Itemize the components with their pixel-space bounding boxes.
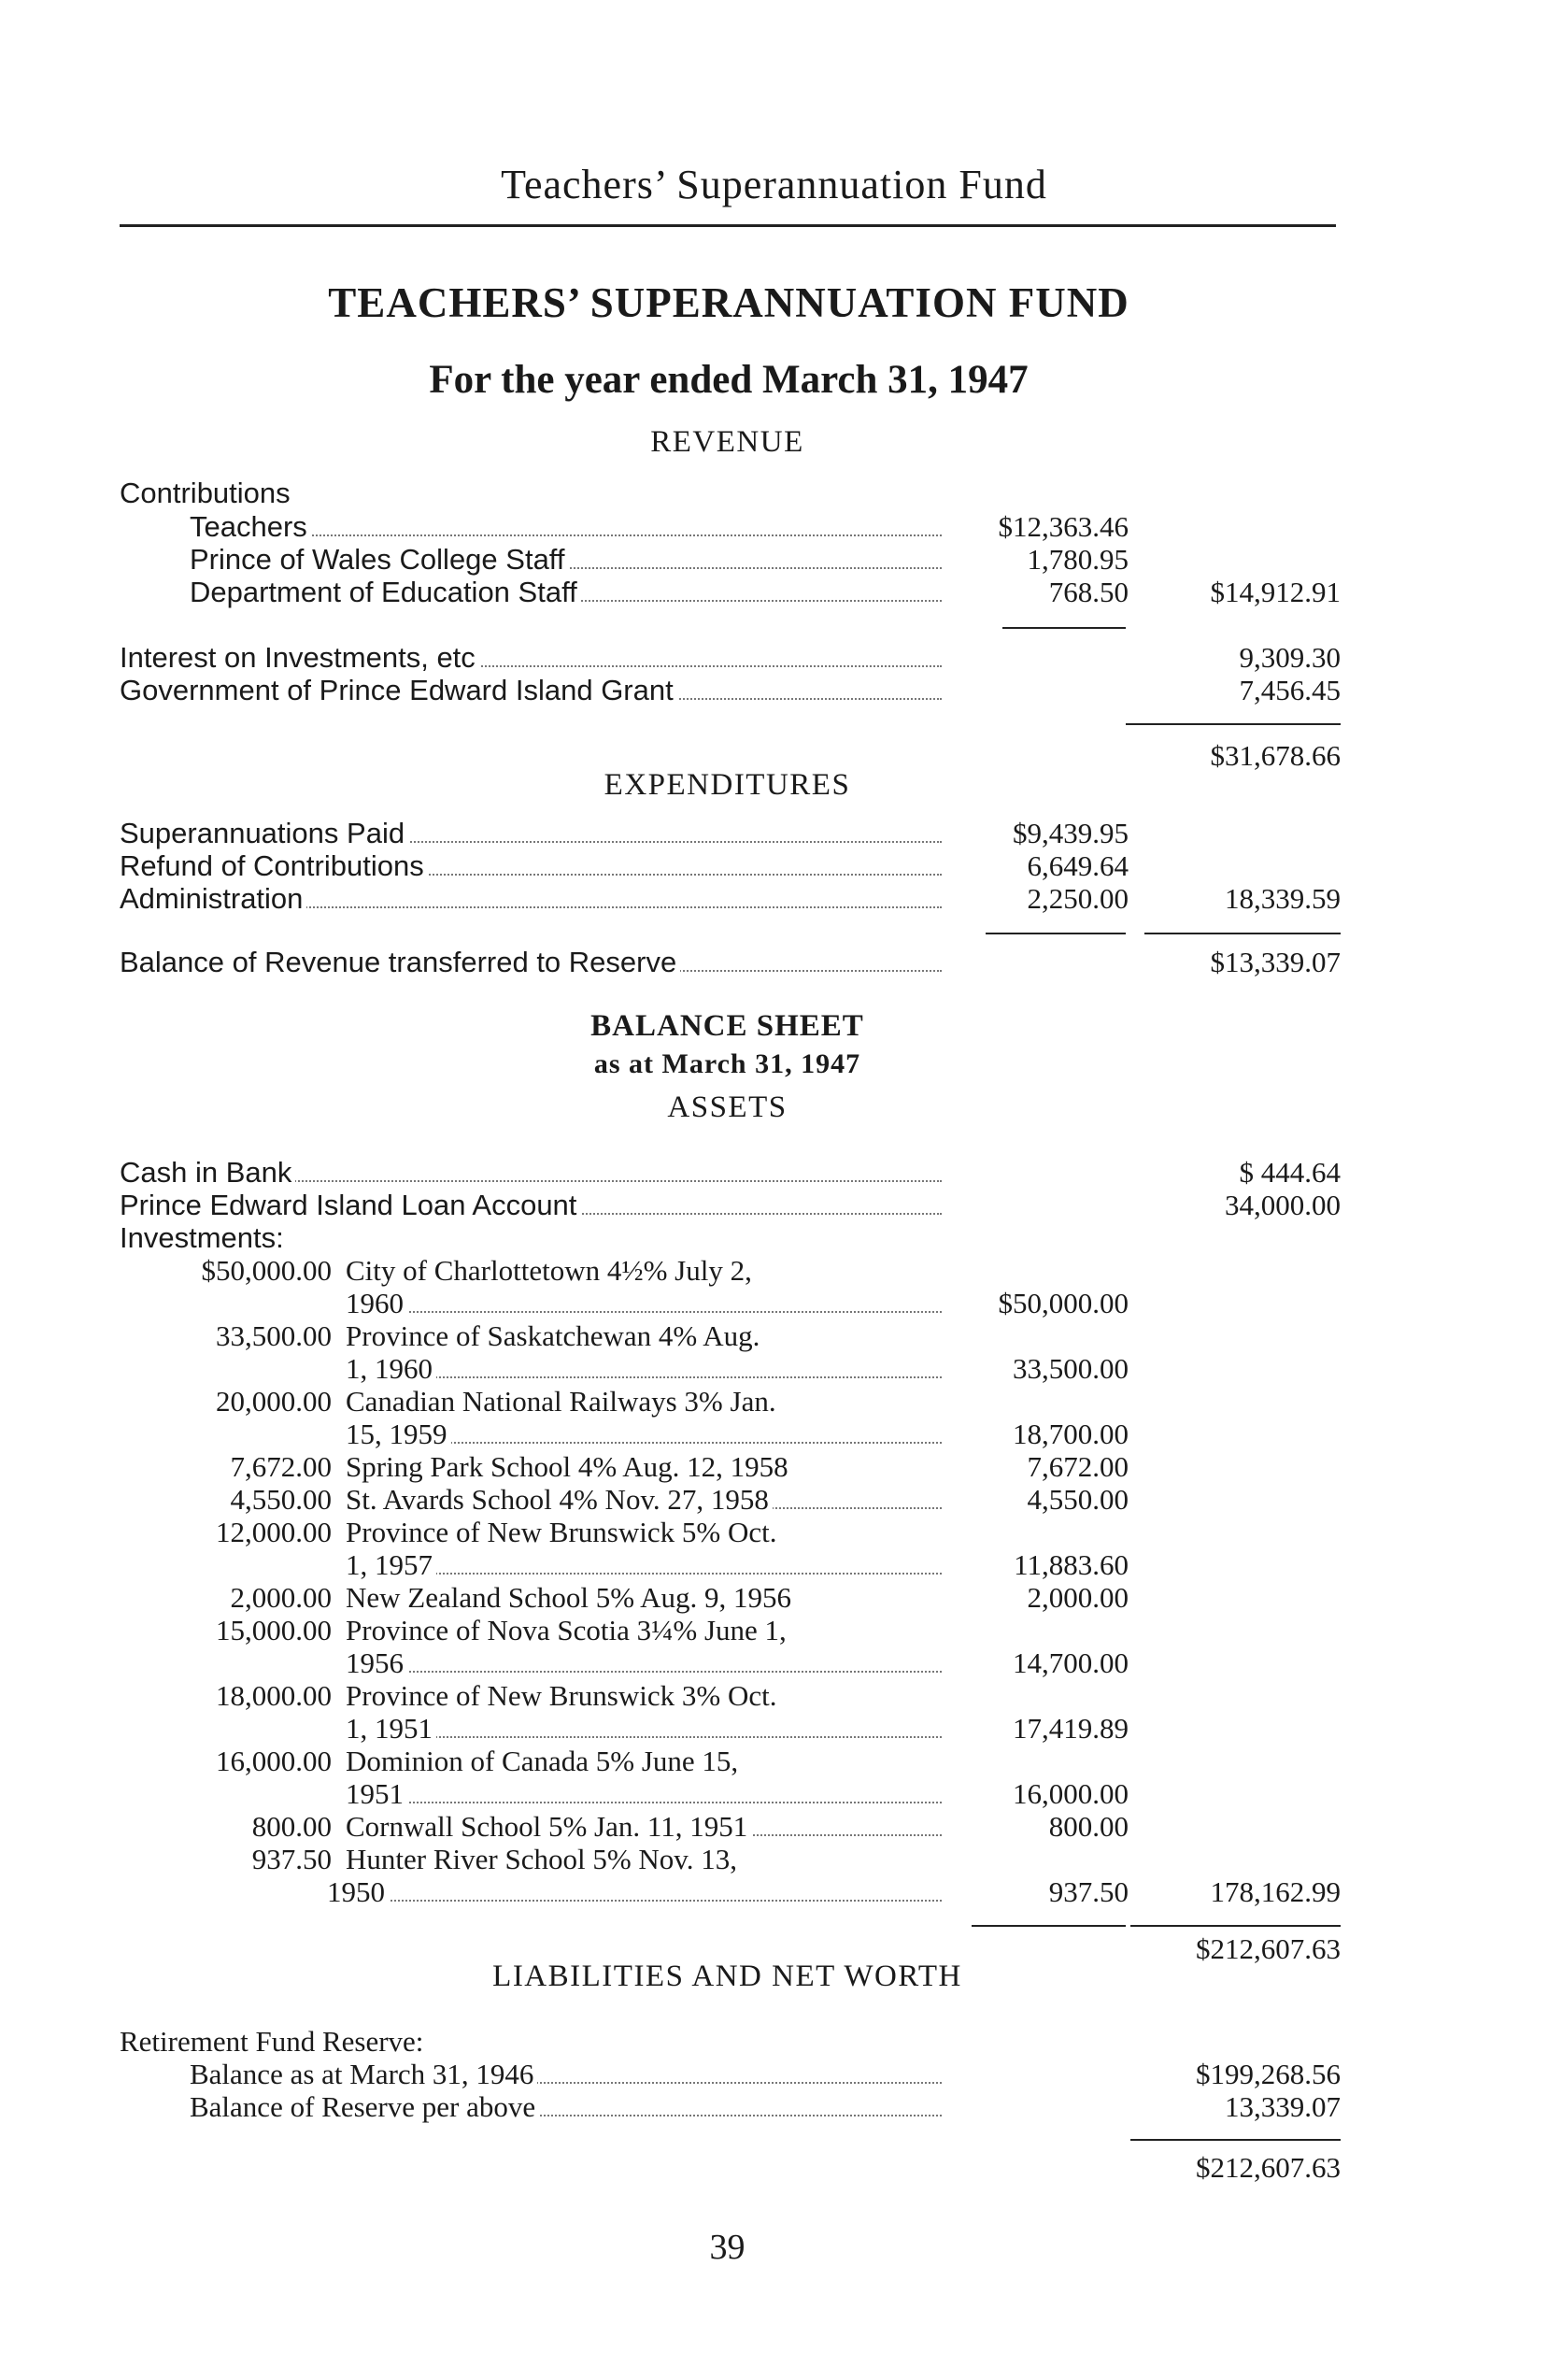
investment-value: 11,883.60: [1014, 1548, 1129, 1581]
investment-face-amount: 2,000.00: [230, 1581, 332, 1614]
investment-value: 2,000.00: [1027, 1581, 1129, 1614]
document-title: TEACHERS’ SUPERANNUATION FUND: [328, 279, 1129, 326]
revenue-total: $31,678.66: [1210, 739, 1341, 772]
header-rule: [120, 224, 1336, 227]
investment-description-cont: 1956: [346, 1646, 942, 1680]
expenditures-total: 18,339.59: [1225, 882, 1341, 915]
expenditure-line-label: Superannuations Paid: [120, 817, 942, 850]
investments-label: Investments:: [120, 1221, 587, 1255]
investment-description: Province of Nova Scotia 3¼% June 1,: [346, 1614, 944, 1647]
loan-label: Prince Edward Island Loan Account: [120, 1189, 942, 1222]
revenue-line-amount: 7,456.45: [1239, 674, 1341, 706]
revenue-line-label: Interest on Investments, etc: [120, 641, 942, 675]
investment-value: 17,419.89: [1013, 1712, 1129, 1745]
revenue-line-label: Prince of Wales College Staff: [190, 543, 942, 577]
investment-face-amount: 12,000.00: [216, 1516, 332, 1548]
revenue-line-amount: 1,780.95: [1027, 543, 1129, 576]
investment-value: 33,500.00: [1013, 1352, 1129, 1385]
balance-value: $13,339.07: [1210, 946, 1341, 978]
investment-value: 4,550.00: [1027, 1483, 1129, 1516]
investment-face-amount: 800.00: [251, 1810, 332, 1843]
revenue-line-label: Department of Education Staff: [190, 576, 942, 609]
investment-value: 18,700.00: [1013, 1418, 1129, 1450]
expenditure-line-amount: 6,649.64: [1027, 849, 1129, 882]
investment-value: 16,000.00: [1013, 1777, 1129, 1810]
expenditure-line-label: Administration: [120, 882, 942, 916]
investment-description: Spring Park School 4% Aug. 12, 1958: [346, 1450, 942, 1484]
investment-description-cont: 1, 1957: [346, 1548, 942, 1582]
investment-description: Province of New Brunswick 3% Oct.: [346, 1679, 944, 1713]
investment-value: 937.50: [1048, 1875, 1129, 1908]
subtotal-rule: [986, 933, 1126, 934]
balance-label: Balance of Revenue transferred to Reserve: [120, 946, 942, 979]
investment-description-cont: 1, 1951: [346, 1712, 942, 1746]
reserve-line-value: 13,339.07: [1225, 2090, 1341, 2123]
investment-value: 7,672.00: [1027, 1450, 1129, 1483]
investment-value: 14,700.00: [1013, 1646, 1129, 1679]
investment-description: Province of Saskatchewan 4% Aug.: [346, 1319, 944, 1353]
revenue-line-label: Government of Prince Edward Island Grant: [120, 674, 942, 707]
expenditure-line-label: Refund of Contributions: [120, 849, 942, 883]
revenue-line-amount: 768.50: [1048, 576, 1129, 608]
reserve-line-label: Balance of Reserve per above: [190, 2090, 942, 2124]
investment-description-cont: 1, 1960: [346, 1352, 942, 1386]
expenditures-heading: EXPENDITURES: [604, 768, 851, 802]
investment-description: City of Charlottetown 4½% July 2,: [346, 1254, 944, 1288]
assets-total: $212,607.63: [1196, 1932, 1341, 1965]
investment-description: Dominion of Canada 5% June 15,: [346, 1745, 944, 1778]
revenue-line-label: Teachers: [190, 510, 942, 544]
reserve-line-value: $199,268.56: [1196, 2058, 1341, 2090]
balance-sheet-heading: BALANCE SHEET: [590, 1009, 864, 1043]
contributions-subtotal: $14,912.91: [1210, 576, 1341, 608]
reserve-label: Retirement Fund Reserve:: [120, 2025, 774, 2059]
total-rule: [1130, 2139, 1341, 2141]
cash-value: $ 444.64: [1239, 1156, 1341, 1189]
running-head: Teachers’ Superannuation Fund: [501, 162, 1047, 207]
expenditure-line-amount: $9,439.95: [1013, 817, 1129, 849]
investment-description: Canadian National Railways 3% Jan.: [346, 1385, 944, 1418]
investment-face-amount: 33,500.00: [216, 1319, 332, 1352]
investment-face-amount: 18,000.00: [216, 1679, 332, 1712]
loan-value: 34,000.00: [1225, 1189, 1341, 1221]
investment-value: 800.00: [1048, 1810, 1129, 1843]
investments-total: 178,162.99: [1210, 1875, 1341, 1908]
liabilities-total: $212,607.63: [1196, 2151, 1341, 2184]
subtotal-rule: [972, 1925, 1126, 1927]
investment-description-cont: 1951: [346, 1777, 942, 1811]
revenue-heading: REVENUE: [650, 425, 804, 459]
investment-description-cont: 1950: [327, 1875, 942, 1909]
document-subtitle: For the year ended March 31, 1947: [429, 358, 1029, 402]
subtotal-rule: [1002, 627, 1126, 629]
investment-face-amount: 937.50: [251, 1843, 332, 1875]
total-rule: [1126, 723, 1341, 725]
contributions-label: Contributions: [120, 477, 493, 510]
investment-face-amount: 15,000.00: [216, 1614, 332, 1646]
balance-sheet-date: as at March 31, 1947: [593, 1048, 861, 1079]
investment-face-amount: 16,000.00: [216, 1745, 332, 1777]
revenue-line-amount: $12,363.46: [998, 510, 1129, 543]
total-rule: [1130, 1925, 1341, 1927]
investment-face-amount: $50,000.00: [201, 1254, 332, 1287]
assets-heading: ASSETS: [667, 1090, 788, 1124]
investment-description: St. Avards School 4% Nov. 27, 1958: [346, 1483, 942, 1517]
investment-face-amount: 20,000.00: [216, 1385, 332, 1418]
investment-description-cont: 1960: [346, 1287, 942, 1320]
investment-description: Province of New Brunswick 5% Oct.: [346, 1516, 944, 1549]
expenditure-line-amount: 2,250.00: [1027, 882, 1129, 915]
investment-description: Cornwall School 5% Jan. 11, 1951: [346, 1810, 942, 1844]
investment-value: $50,000.00: [998, 1287, 1129, 1319]
cash-label: Cash in Bank: [120, 1156, 942, 1190]
investment-description: Hunter River School 5% Nov. 13,: [346, 1843, 944, 1876]
liabilities-heading: LIABILITIES AND NET WORTH: [492, 1960, 962, 1993]
investment-face-amount: 7,672.00: [230, 1450, 332, 1483]
investment-description: New Zealand School 5% Aug. 9, 1956: [346, 1581, 942, 1615]
investment-face-amount: 4,550.00: [230, 1483, 332, 1516]
revenue-line-amount: 9,309.30: [1239, 641, 1341, 674]
total-rule: [1144, 933, 1341, 934]
page-number: 39: [709, 2228, 746, 2267]
investment-description-cont: 15, 1959: [346, 1418, 942, 1451]
reserve-line-label: Balance as at March 31, 1946: [190, 2058, 942, 2091]
